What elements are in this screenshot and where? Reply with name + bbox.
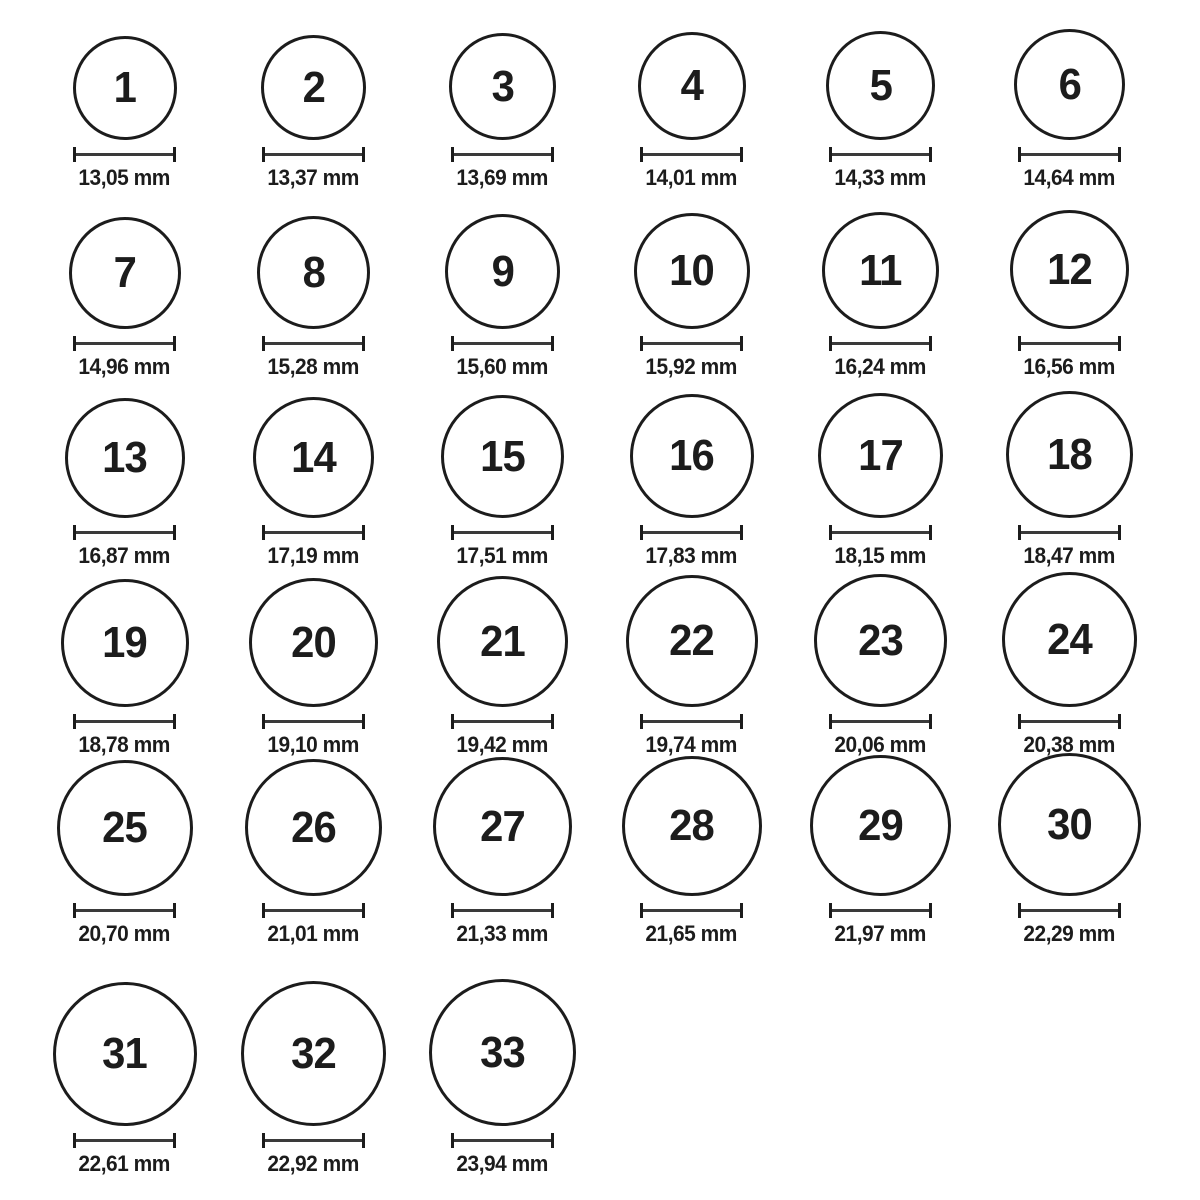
ring-size-cell bbox=[408, 395, 597, 569]
ring-size-number: 14 bbox=[291, 432, 336, 482]
ring-size-cell bbox=[408, 757, 597, 947]
ring-size-cell bbox=[786, 755, 975, 947]
diameter-measure-line bbox=[640, 336, 743, 351]
ring-size-cell bbox=[408, 33, 597, 191]
ring-size-number: 8 bbox=[302, 247, 325, 297]
ring-circle bbox=[245, 759, 382, 896]
diameter-measure-line bbox=[73, 336, 176, 351]
diameter-measure-line bbox=[262, 147, 365, 162]
ring-size-row bbox=[30, 947, 1200, 1177]
diameter-label: 13,37 mm bbox=[267, 165, 360, 190]
ring-circle bbox=[249, 578, 378, 707]
diameter-label: 17,51 mm bbox=[456, 543, 549, 568]
ring-circle bbox=[630, 394, 754, 518]
ring-size-row bbox=[30, 758, 1200, 947]
ring-size-row bbox=[30, 380, 1200, 569]
ring-circle bbox=[261, 35, 366, 140]
diameter-label: 15,28 mm bbox=[267, 354, 360, 379]
ring-size-number: 29 bbox=[858, 800, 903, 850]
ring-circle bbox=[1010, 210, 1129, 329]
ring-size-cell bbox=[30, 36, 219, 191]
ring-size-number: 7 bbox=[113, 248, 136, 297]
diameter-label: 15,92 mm bbox=[645, 354, 738, 379]
ring-size-cell bbox=[219, 35, 408, 191]
diameter-label: 22,29 mm bbox=[1023, 921, 1116, 946]
ring-size-number: 32 bbox=[291, 1028, 336, 1078]
diameter-label: 16,24 mm bbox=[834, 354, 927, 379]
ring-circle bbox=[810, 755, 951, 896]
ring-size-cell bbox=[786, 31, 975, 191]
diameter-label: 21,01 mm bbox=[267, 921, 360, 946]
ring-size-row bbox=[30, 569, 1200, 758]
diameter-measure-line bbox=[1018, 147, 1121, 162]
ring-size-number: 17 bbox=[858, 430, 903, 480]
ring-size-number: 18 bbox=[1047, 429, 1092, 479]
diameter-measure-line bbox=[451, 903, 554, 918]
diameter-label: 19,10 mm bbox=[267, 732, 360, 757]
ring-circle bbox=[53, 982, 197, 1126]
ring-circle bbox=[622, 756, 762, 896]
ring-size-cell bbox=[219, 759, 408, 947]
ring-size-number: 22 bbox=[669, 616, 714, 665]
diameter-label: 13,05 mm bbox=[78, 165, 171, 190]
ring-circle bbox=[1014, 29, 1125, 140]
diameter-label: 21,97 mm bbox=[834, 921, 927, 946]
diameter-label: 18,15 mm bbox=[834, 543, 927, 568]
diameter-measure-line bbox=[73, 147, 176, 162]
diameter-measure-line bbox=[451, 525, 554, 540]
ring-size-cell bbox=[597, 756, 786, 947]
ring-size-number: 31 bbox=[102, 1029, 147, 1078]
ring-size-cell bbox=[30, 982, 219, 1177]
ring-circle bbox=[445, 214, 560, 329]
ring-size-cell bbox=[597, 394, 786, 569]
diameter-label: 16,56 mm bbox=[1023, 354, 1116, 379]
diameter-label: 23,94 mm bbox=[456, 1151, 549, 1176]
ring-circle bbox=[437, 576, 568, 707]
ring-circle bbox=[1006, 391, 1133, 518]
diameter-measure-line bbox=[1018, 525, 1121, 540]
diameter-label: 20,70 mm bbox=[78, 921, 171, 946]
ring-circle bbox=[814, 574, 947, 707]
ring-size-cell bbox=[975, 572, 1164, 758]
ring-circle bbox=[1002, 572, 1137, 707]
ring-size-number: 20 bbox=[291, 617, 336, 667]
diameter-measure-line bbox=[829, 525, 932, 540]
ring-size-cell bbox=[597, 213, 786, 380]
diameter-measure-line bbox=[640, 525, 743, 540]
ring-circle bbox=[253, 397, 374, 518]
ring-size-number: 27 bbox=[480, 801, 525, 851]
ring-size-number: 5 bbox=[869, 60, 892, 110]
ring-size-number: 26 bbox=[291, 802, 336, 852]
ring-size-cell bbox=[975, 210, 1164, 380]
diameter-label: 17,83 mm bbox=[645, 543, 738, 568]
diameter-measure-line bbox=[73, 1133, 176, 1148]
ring-circle bbox=[241, 981, 386, 1126]
ring-circle bbox=[638, 32, 746, 140]
ring-size-number: 9 bbox=[491, 246, 514, 296]
diameter-label: 14,01 mm bbox=[645, 165, 738, 190]
ring-size-number: 16 bbox=[669, 431, 714, 480]
ring-size-cell bbox=[30, 398, 219, 569]
ring-size-cell bbox=[975, 391, 1164, 569]
diameter-measure-line bbox=[262, 903, 365, 918]
ring-size-number: 6 bbox=[1058, 59, 1081, 109]
diameter-label: 13,69 mm bbox=[456, 165, 549, 190]
diameter-measure-line bbox=[262, 336, 365, 351]
ring-circle bbox=[433, 757, 572, 896]
ring-size-number: 11 bbox=[859, 245, 902, 295]
ring-size-number: 2 bbox=[302, 62, 325, 112]
diameter-measure-line bbox=[73, 525, 176, 540]
ring-size-row bbox=[30, 191, 1200, 380]
diameter-measure-line bbox=[262, 525, 365, 540]
diameter-measure-line bbox=[640, 714, 743, 729]
ring-circle bbox=[73, 36, 177, 140]
ring-size-cell bbox=[219, 981, 408, 1177]
ring-circle bbox=[626, 575, 758, 707]
diameter-measure-line bbox=[829, 336, 932, 351]
ring-circle bbox=[57, 760, 193, 896]
diameter-measure-line bbox=[262, 714, 365, 729]
diameter-measure-line bbox=[451, 336, 554, 351]
ring-size-cell bbox=[975, 753, 1164, 947]
diameter-label: 16,87 mm bbox=[78, 543, 171, 568]
ring-size-number: 25 bbox=[102, 803, 147, 852]
diameter-measure-line bbox=[829, 714, 932, 729]
diameter-label: 17,19 mm bbox=[267, 543, 360, 568]
ring-circle bbox=[998, 753, 1141, 896]
ring-size-number: 19 bbox=[102, 618, 147, 667]
diameter-measure-line bbox=[451, 1133, 554, 1148]
diameter-measure-line bbox=[829, 147, 932, 162]
ring-size-number: 10 bbox=[669, 246, 714, 295]
diameter-measure-line bbox=[451, 714, 554, 729]
ring-size-number: 3 bbox=[491, 61, 514, 111]
ring-size-cell bbox=[786, 574, 975, 758]
ring-size-cell bbox=[786, 393, 975, 569]
diameter-measure-line bbox=[640, 903, 743, 918]
ring-size-row bbox=[30, 2, 1200, 191]
ring-size-cell bbox=[219, 578, 408, 758]
diameter-measure-line bbox=[451, 147, 554, 162]
ring-size-cell bbox=[30, 579, 219, 758]
ring-circle bbox=[449, 33, 556, 140]
diameter-measure-line bbox=[73, 714, 176, 729]
ring-circle bbox=[61, 579, 189, 707]
diameter-label: 19,42 mm bbox=[456, 732, 549, 757]
ring-size-cell bbox=[408, 979, 597, 1177]
ring-size-cell bbox=[408, 576, 597, 758]
ring-size-cell bbox=[597, 32, 786, 191]
ring-size-cell bbox=[219, 216, 408, 380]
ring-size-cell bbox=[975, 29, 1164, 191]
ring-circle bbox=[69, 217, 181, 329]
ring-circle bbox=[822, 212, 939, 329]
diameter-label: 14,64 mm bbox=[1023, 165, 1116, 190]
diameter-measure-line bbox=[640, 147, 743, 162]
ring-circle bbox=[429, 979, 576, 1126]
diameter-label: 20,06 mm bbox=[834, 732, 927, 757]
diameter-label: 18,47 mm bbox=[1023, 543, 1116, 568]
ring-circle bbox=[257, 216, 370, 329]
ring-circle bbox=[634, 213, 750, 329]
diameter-measure-line bbox=[73, 903, 176, 918]
ring-size-cell bbox=[786, 212, 975, 380]
diameter-label: 19,74 mm bbox=[645, 732, 738, 757]
ring-size-number: 28 bbox=[669, 801, 714, 850]
diameter-label: 14,96 mm bbox=[78, 354, 171, 379]
diameter-measure-line bbox=[1018, 714, 1121, 729]
ring-size-number: 13 bbox=[102, 433, 147, 482]
ring-size-number: 1 bbox=[113, 63, 136, 112]
ring-size-number: 23 bbox=[858, 615, 903, 665]
diameter-measure-line bbox=[262, 1133, 365, 1148]
ring-circle bbox=[65, 398, 185, 518]
ring-size-number: 33 bbox=[480, 1027, 525, 1077]
ring-circle bbox=[818, 393, 943, 518]
diameter-measure-line bbox=[829, 903, 932, 918]
ring-size-number: 4 bbox=[680, 61, 703, 110]
ring-size-cell bbox=[597, 575, 786, 758]
diameter-label: 18,78 mm bbox=[78, 732, 171, 757]
ring-size-cell bbox=[408, 214, 597, 380]
ring-size-number: 15 bbox=[480, 431, 525, 481]
diameter-measure-line bbox=[1018, 903, 1121, 918]
ring-circle bbox=[826, 31, 935, 140]
diameter-label: 15,60 mm bbox=[456, 354, 549, 379]
diameter-label: 14,33 mm bbox=[834, 165, 927, 190]
diameter-label: 22,61 mm bbox=[78, 1151, 171, 1176]
diameter-label: 20,38 mm bbox=[1023, 732, 1116, 757]
ring-size-cell bbox=[219, 397, 408, 569]
ring-size-number: 24 bbox=[1047, 614, 1092, 664]
ring-circle bbox=[441, 395, 564, 518]
ring-size-number: 12 bbox=[1047, 244, 1092, 294]
ring-size-number: 30 bbox=[1047, 799, 1092, 849]
ring-size-cell bbox=[30, 760, 219, 947]
diameter-label: 21,33 mm bbox=[456, 921, 549, 946]
ring-size-number: 21 bbox=[480, 616, 525, 666]
ring-size-cell bbox=[30, 217, 219, 380]
diameter-label: 21,65 mm bbox=[645, 921, 738, 946]
diameter-measure-line bbox=[1018, 336, 1121, 351]
diameter-label: 22,92 mm bbox=[267, 1151, 360, 1176]
